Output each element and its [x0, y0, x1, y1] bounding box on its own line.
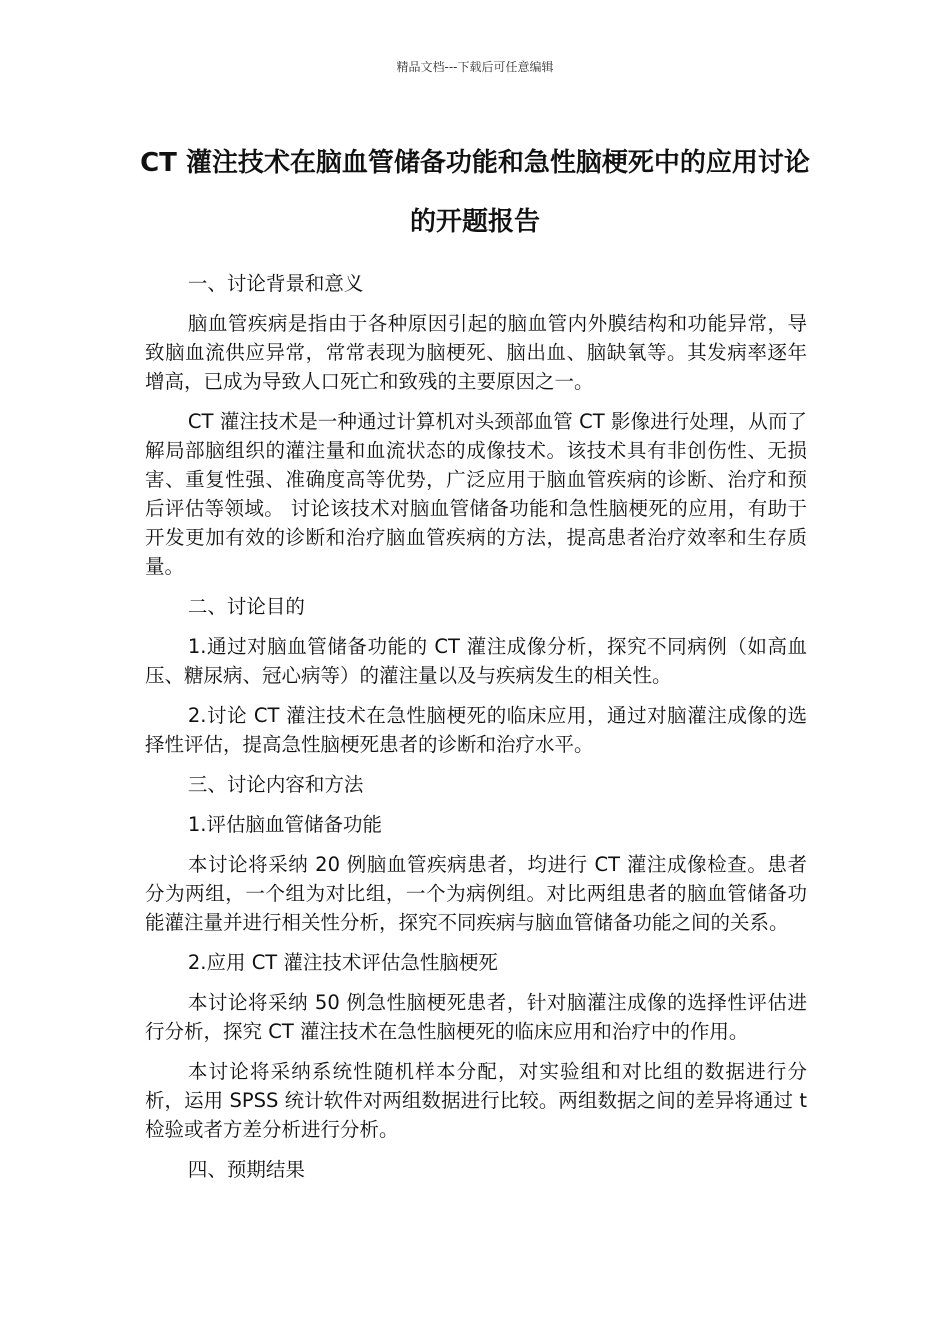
- section-heading-expected-results: 四、预期结果: [187, 1158, 305, 1181]
- subsection-heading-acute-infarction: 2.应用 CT 灌注技术评估急性脑梗死: [187, 951, 498, 974]
- section-heading-background: 一、讨论背景和意义: [187, 272, 364, 295]
- paragraph: 本讨论将采纳 50 例急性脑梗死患者，针对脑灌注成像的选择性评估进行分析，探究 CT 灌注技术在急性脑梗死的临床应用和治疗中的作用。: [145, 991, 807, 1043]
- paragraph: 2.讨论 CT 灌注技术在急性脑梗死的临床应用，通过对脑灌注成像的选择性评估，提高急性脑梗死患者的诊断和治疗水平。: [145, 704, 807, 756]
- paragraph: 本讨论将采纳 20 例脑血管疾病患者，均进行 CT 灌注成像检查。患者分为两组，一个组为对比组，一个为病例组。对比两组患者的脑血管储备功能灌注量并进行相关性分析，探究不同疾病与脑血管储备功能之间的关系。: [145, 853, 807, 934]
- section-heading-content-methods: 三、讨论内容和方法: [187, 773, 364, 796]
- paragraph: 脑血管疾病是指由于各种原因引起的脑血管内外膜结构和功能异常，导致脑血流供应异常，常常表现为脑梗死、脑出血、脑缺氧等。其发病率逐年增高，已成为导致人口死亡和致残的主要原因之一。: [145, 312, 807, 393]
- document-body: [145, 269, 807, 1195]
- document-title: CT 灌注技术在脑血管储备功能和急性脑梗死中的应用讨论的开题报告: [140, 148, 810, 237]
- paragraph: 1.通过对脑血管储备功能的 CT 灌注成像分析，探究不同病例（如高血压、糖尿病、冠心病等）的灌注量以及与疾病发生的相关性。: [145, 635, 807, 687]
- paragraph: 本讨论将采纳系统性随机样本分配，对实验组和对比组的数据进行分析，运用 SPSS 统计软件对两组数据进行比较。两组数据之间的差异将通过 t 检验或者方差分析进行分析。: [145, 1060, 807, 1141]
- section-heading-objectives: 二、讨论目的: [187, 595, 305, 618]
- header-note: 精品文档---下载后可任意编辑: [396, 60, 554, 74]
- subsection-heading-reserve-function: 1.评估脑血管储备功能: [187, 813, 382, 836]
- paragraph: CT 灌注技术是一种通过计算机对头颈部血管 CT 影像进行处理，从而了解局部脑组织的灌注量和血流状态的成像技术。该技术具有非创伤性、无损害、重复性强、准确度高等优势，广泛应用于脑血管疾病的诊断、治疗和预后评估等领域。 讨论该技术对脑血管储备功能和急性脑梗死的应用，有助于开发更加有效的诊断和治疗脑血管疾病的方法，提高患者治疗效率和生存质量。: [145, 410, 807, 578]
